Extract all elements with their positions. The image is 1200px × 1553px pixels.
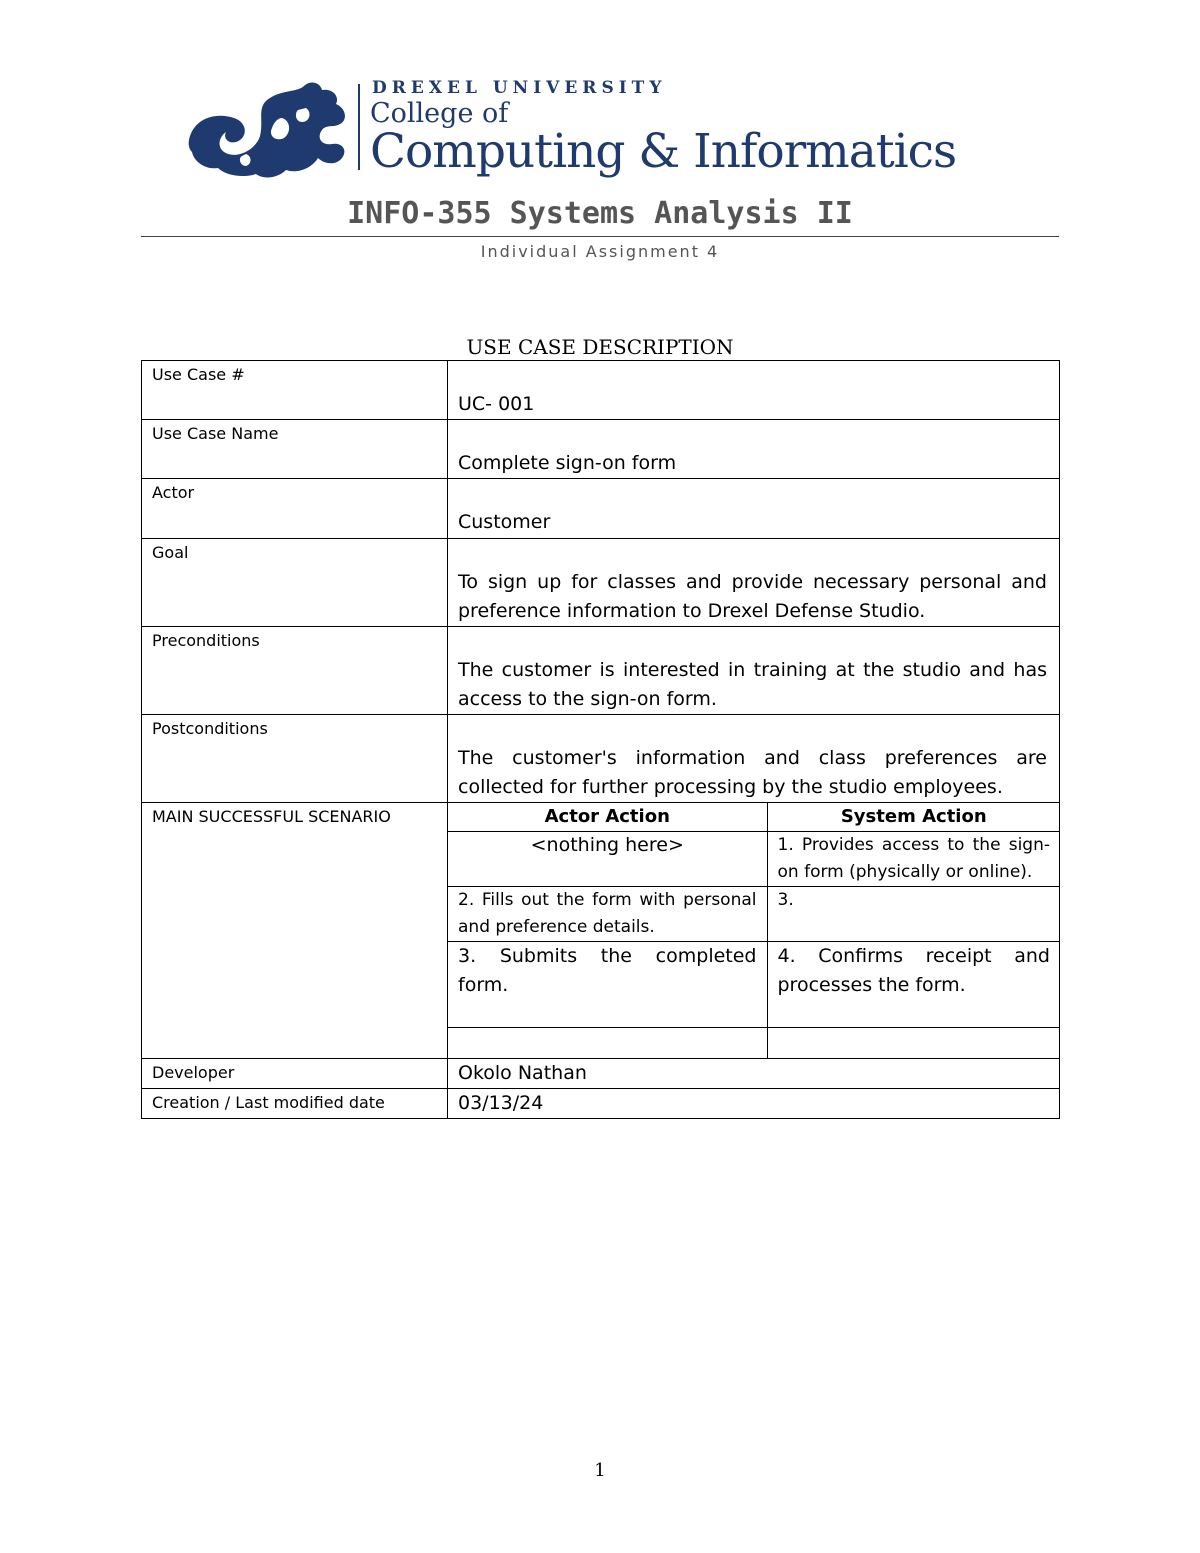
row-value: [448, 539, 1060, 627]
row-label: Use Case Name: [142, 420, 448, 479]
course-title: INFO-355 Systems Analysis II: [347, 196, 853, 231]
preconditions-value: The customer is interested in training at the studio and has access to the sign-on form.: [458, 659, 1047, 710]
empty-cell: [448, 1027, 767, 1058]
actor-step: 3. Submits the completed form.: [448, 941, 767, 1027]
row-value: [448, 715, 1060, 803]
row-label: Goal: [142, 539, 448, 627]
scenario-empty-row: [448, 1027, 1060, 1058]
empty-cell: [767, 1027, 1060, 1058]
goal-value: To sign up for classes and provide necessary personal and preference information to Drexel Defense Studio.: [458, 571, 1047, 622]
row-label: Use Case #: [142, 361, 448, 420]
scenario-table: [448, 803, 1060, 1058]
row-value: [448, 627, 1060, 715]
scenario-step-row: [448, 831, 1060, 886]
use-case-table: [141, 360, 1060, 1119]
system-step: 4. Confirms receipt and processes the form.: [767, 941, 1060, 1027]
actor-action-header: Actor Action: [448, 803, 767, 831]
table-row: [142, 361, 1060, 420]
actor-step: <nothing here>: [448, 831, 767, 886]
date-value: 03/13/24: [448, 1089, 1060, 1119]
dragon-icon: [186, 78, 358, 182]
row-value: [448, 361, 1060, 420]
actor-step: 2. Fills out the form with personal and preference details.: [448, 886, 767, 941]
row-value: [448, 479, 1060, 539]
page-number: 1: [594, 1460, 606, 1481]
scenario-row: [142, 803, 1060, 1059]
developer-value: Okolo Nathan: [448, 1059, 1060, 1089]
table-row: [142, 479, 1060, 539]
scenario-step-row: [448, 941, 1060, 1027]
college-logo: [186, 78, 1016, 188]
scenario-header-row: [448, 803, 1060, 831]
use-case-number: UC- 001: [458, 393, 535, 415]
table-row: [142, 1089, 1060, 1119]
actor-value: Customer: [458, 511, 551, 533]
scenario-cell: [448, 803, 1060, 1059]
title-divider: [141, 236, 1059, 237]
assignment-subtitle: Individual Assignment 4: [480, 242, 720, 261]
logo-divider: [358, 84, 360, 170]
table-row: [142, 1059, 1060, 1089]
system-step: 1. Provides access to the sign-on form (physically or online).: [767, 831, 1060, 886]
table-row: [142, 420, 1060, 479]
row-label: Postconditions: [142, 715, 448, 803]
scenario-step-row: [448, 886, 1060, 941]
college-line: College of: [370, 98, 509, 129]
university-name: DREXEL UNIVERSITY: [372, 78, 667, 98]
use-case-name: Complete sign-on form: [458, 452, 677, 474]
table-row: [142, 627, 1060, 715]
table-row: [142, 539, 1060, 627]
date-label: Creation / Last modified date: [142, 1089, 448, 1119]
row-label: Preconditions: [142, 627, 448, 715]
row-value: [448, 420, 1060, 479]
college-name: Computing & Informatics: [370, 124, 957, 179]
developer-label: Developer: [142, 1059, 448, 1089]
use-case-heading: USE CASE DESCRIPTION: [466, 335, 734, 359]
row-label: Actor: [142, 479, 448, 539]
postconditions-value: The customer's information and class preferences are collected for further processing by the studio employees.: [458, 747, 1047, 798]
scenario-label: MAIN SUCCESSFUL SCENARIO: [142, 803, 448, 1059]
system-action-header: System Action: [767, 803, 1060, 831]
system-step: 3.: [767, 886, 1060, 941]
table-row: [142, 715, 1060, 803]
